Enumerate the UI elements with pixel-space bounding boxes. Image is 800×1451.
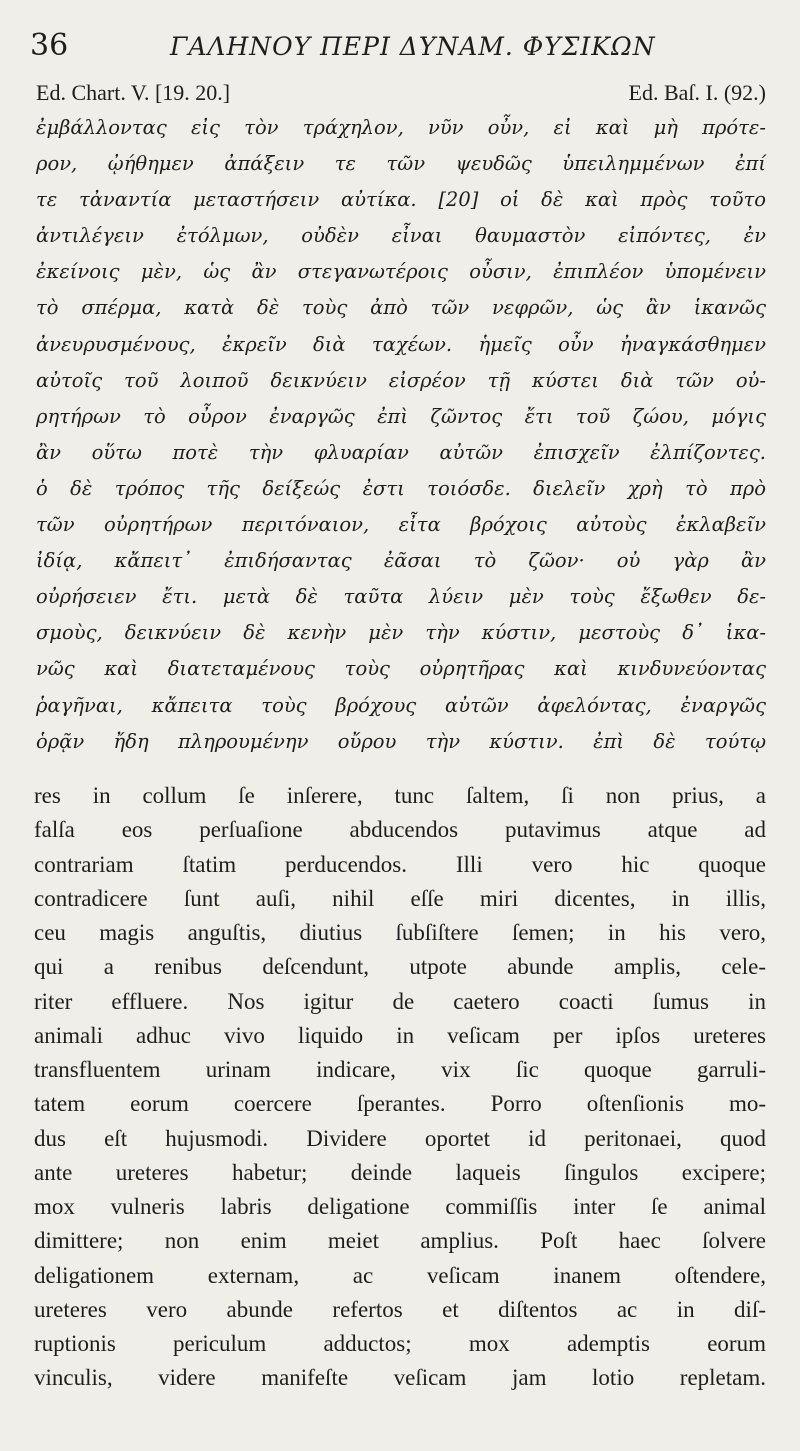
latin-line: mox vulneris labris deligatione commiſſis inter ſe animal	[34, 1194, 766, 1219]
greek-line: ὁ δὲ τρόπος τῆς δείξεώς ἐστι τοιόσδε. διελεῖν χρὴ τὸ πρὸ	[36, 476, 766, 500]
greek-line: νῶς καὶ διατεταμένους τοὺς οὐρητῆρας καὶ κινδυνεύοντας	[36, 657, 766, 681]
greek-line: τε τἀναντία μεταστήσειν αὐτίκα. [20] οἱ δὲ καὶ πρὸς τοῦτο	[36, 188, 766, 212]
latin-line: ureteres vero abunde refertos et diſtentos ac in diſ-	[34, 1296, 766, 1322]
greek-line: οὐρήσειεν ἔτι. μετὰ δὲ ταῦτα λύειν μὲν τοὺς ἔξωθεν δε-	[36, 585, 766, 609]
greek-line: ἀνευρυσμένους, ἐκρεῖν διὰ ταχέων. ἡμεῖς οὖν ἠναγκάσθημεν	[36, 332, 766, 356]
greek-line: ῥαγῆναι, κἄπειτα τοὺς βρόχους αὐτῶν ἀφελόντας, ἐναργῶς	[36, 693, 766, 717]
greek-line: τῶν οὐρητήρων περιτόναιον, εἶτα βρόχοις αὐτοὺς ἐκλαβεῖν	[36, 513, 766, 537]
latin-line: ceu magis anguſtis, diutius ſubſiſtere ſemen; in his vero,	[34, 920, 766, 945]
latin-line: ante ureteres habetur; deinde laqueis ſingulos excipere;	[34, 1159, 766, 1185]
latin-line: tatem eorum coercere ſperantes. Porro oſtenſionis mo-	[34, 1091, 766, 1117]
greek-line: ἂν οὕτω ποτὲ τὴν φλυαρίαν αὐτῶν ἐπισχεῖν ἐλπίζοντες.	[36, 440, 766, 464]
latin-line: dimittere; non enim meiet amplius. Poſt haec ſolvere	[34, 1228, 766, 1254]
latin-line: ruptionis periculum adductos; mox ademptis eorum	[34, 1331, 766, 1356]
greek-line: ὁρᾷν ἤδη πληρουμένην οὔρου τὴν κύστιν. ἐπὶ δὲ τούτῳ	[36, 729, 766, 753]
latin-line: transfluentem urinam indicare, vix ſic quoque garruli-	[34, 1057, 766, 1082]
greek-line: αὐτοῖς τοῦ λοιποῦ δεικνύειν εἰσρέον τῇ κύστει διὰ τῶν οὐ-	[36, 368, 766, 392]
greek-line: σμοὺς, δεικνύειν δὲ κενὴν μὲν τὴν κύστιν, μεστοὺς δ᾽ ἱκα-	[36, 621, 766, 645]
latin-line: contradicere ſunt auſi, nihil eſſe miri dicentes, in illis,	[34, 885, 766, 911]
greek-line: ρον, ᾠήθημεν ἀπάξειν τε τῶν ψευδῶς ὑπειλημμένων ἐπί	[36, 152, 766, 176]
edition-reference-basel: Ed. Baſ. I. (92.)	[628, 80, 766, 105]
greek-line: ἰδίᾳ, κἄπειτ᾽ ἐπιδήσαντας ἐᾶσαι τὸ ζῶον· οὐ γὰρ ἂν	[36, 549, 766, 573]
latin-line: contrariam ſtatim perducendos. Illi vero hic quoque	[34, 851, 766, 877]
edition-reference-chartier: Ed. Chart. V. [19. 20.]	[36, 80, 231, 105]
edition-reference-line	[36, 78, 766, 108]
latin-line: deligationem externam, ac veſicam inanem oſtendere,	[34, 1262, 766, 1288]
latin-line: dus eſt hujusmodi. Dividere oportet id peritonaei, quod	[34, 1125, 766, 1151]
greek-line: ἀντιλέγειν ἐτόλμων, οὐδὲν εἶναι θαυμαστὸν εἰπόντες, ἐν	[36, 224, 766, 248]
latin-line: riter effluere. Nos igitur de caetero coacti ſumus in	[34, 988, 766, 1014]
greek-line: τὸ σπέρμα, κατὰ δὲ τοὺς ἀπὸ τῶν νεφρῶν, ὡς ἂν ἱκανῶς	[36, 296, 766, 320]
latin-line: vinculis, videre manifeſte veſicam jam lotio repletam.	[34, 1365, 766, 1391]
running-title: ΓΑΛΗΝΟΥ ΠΕΡΙ ΔΥΝΑΜ. ΦΥΣΙΚΩΝ	[170, 32, 656, 61]
greek-line: ἐκείνοις μὲν, ὡς ἂν στεγανωτέροις οὖσιν, ἐπιπλέον ὑπομένειν	[36, 260, 766, 284]
greek-line: ἐμβάλλοντας εἰς τὸν τράχηλον, νῦν οὖν, εἰ καὶ μὴ πρότε-	[36, 116, 766, 139]
greek-text-block	[36, 110, 766, 760]
greek-line: ρητήρων τὸ οὖρον ἐναργῶς ἐπὶ ζῶντος ἔτι τοῦ ζώου, μόγις	[36, 404, 766, 428]
latin-line: animali adhuc vivo liquido in veſicam per ipſos ureteres	[34, 1022, 766, 1048]
running-head	[30, 28, 766, 64]
latin-line: qui a renibus deſcendunt, utpote abunde amplis, cele-	[34, 954, 766, 980]
latin-line: res in collum ſe inſerere, tunc ſaltem, ſi non prius, a	[34, 783, 766, 808]
page-number: 36	[30, 28, 69, 63]
latin-text-block	[34, 779, 766, 1396]
latin-line: falſa eos perſuaſione abducendos putavimus atque ad	[34, 817, 766, 843]
